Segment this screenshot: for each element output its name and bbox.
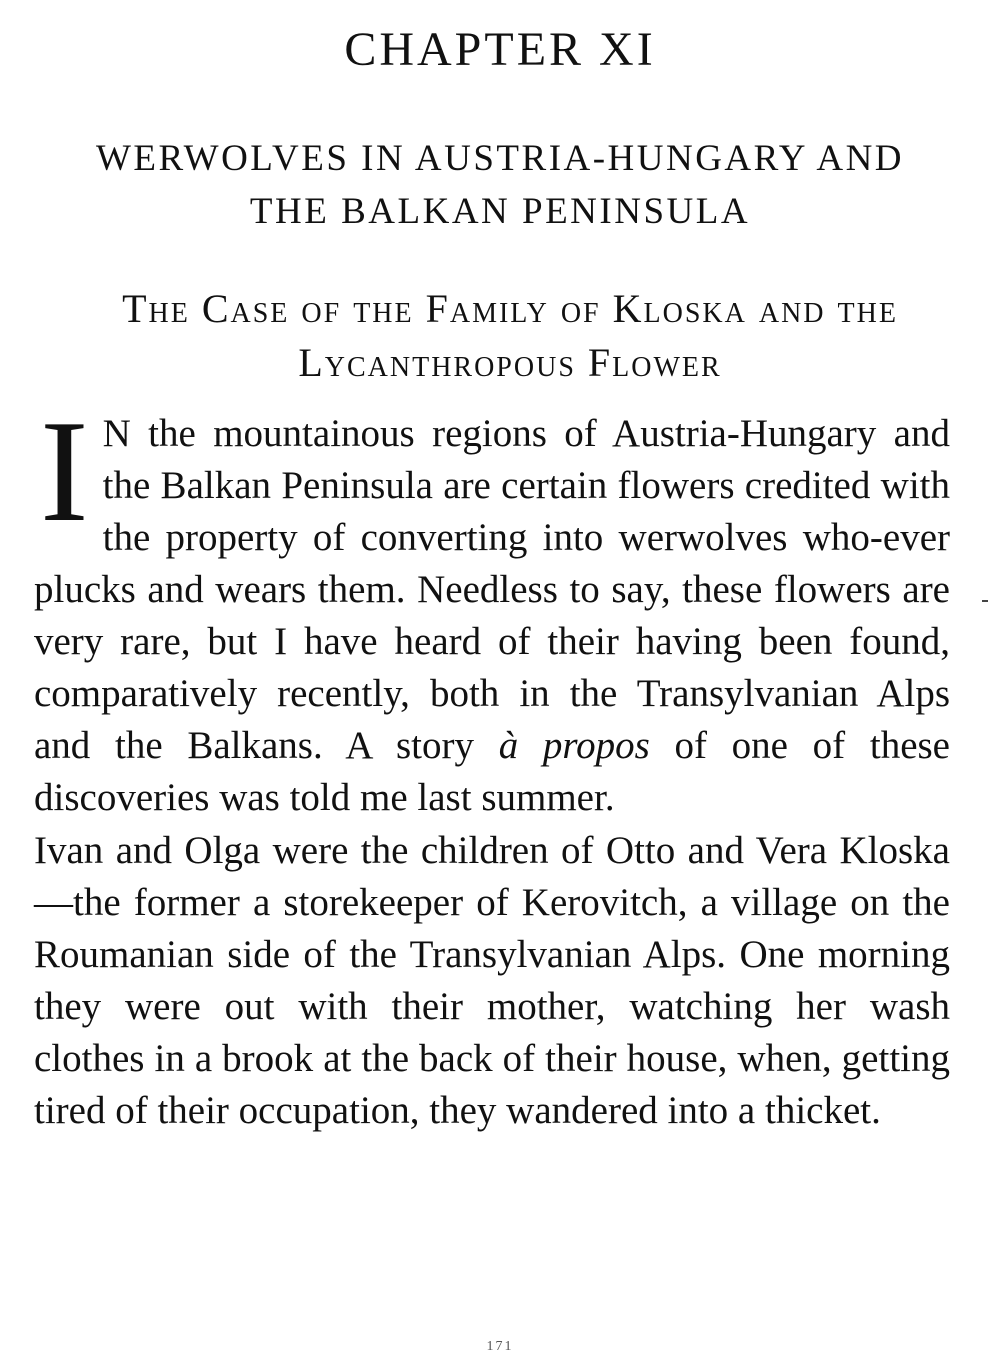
page-number: 171 [486, 1339, 514, 1354]
chapter-heading: CHAPTER XI [344, 23, 656, 76]
margin-mark [982, 600, 988, 602]
paragraph-1-text-start: N the mountainous regions of Austria-Hungary and the Balkan Peninsula are certain flowers credited with the property of converting into werwolves who-ever plucks and wears them. Needless to say, these flowers are very rare, but I have heard of their having been found, comparatively recently, both in the Transylvanian Alps and the Balkans. A story [34, 412, 950, 767]
drop-cap: I [40, 390, 89, 552]
chapter-title: WERWOLVES IN AUSTRIA-HUNGARY AND THE BALKAN PENINSULA [95, 138, 905, 232]
paragraph-2: Ivan and Olga were the children of Otto and Vera Kloska—the former a storekeeper of Kerovitch, a village on the Roumanian side of the Transylvanian Alps. One morning they were out with their mother, watching her wash clothes in a brook at the back of their house, when, getting tired of their occupation, they wandered into a thicket. [34, 829, 950, 1132]
paragraph-1-italic-phrase: à propos [498, 724, 650, 767]
body-text [34, 390, 950, 1137]
paragraph-1-text-end: of one of these discoveries was told me last summer. [34, 724, 950, 819]
paragraph-1 [34, 390, 950, 824]
section-title: The Case of the Family of Kloska and the Lycanthropous Flower [122, 286, 898, 385]
